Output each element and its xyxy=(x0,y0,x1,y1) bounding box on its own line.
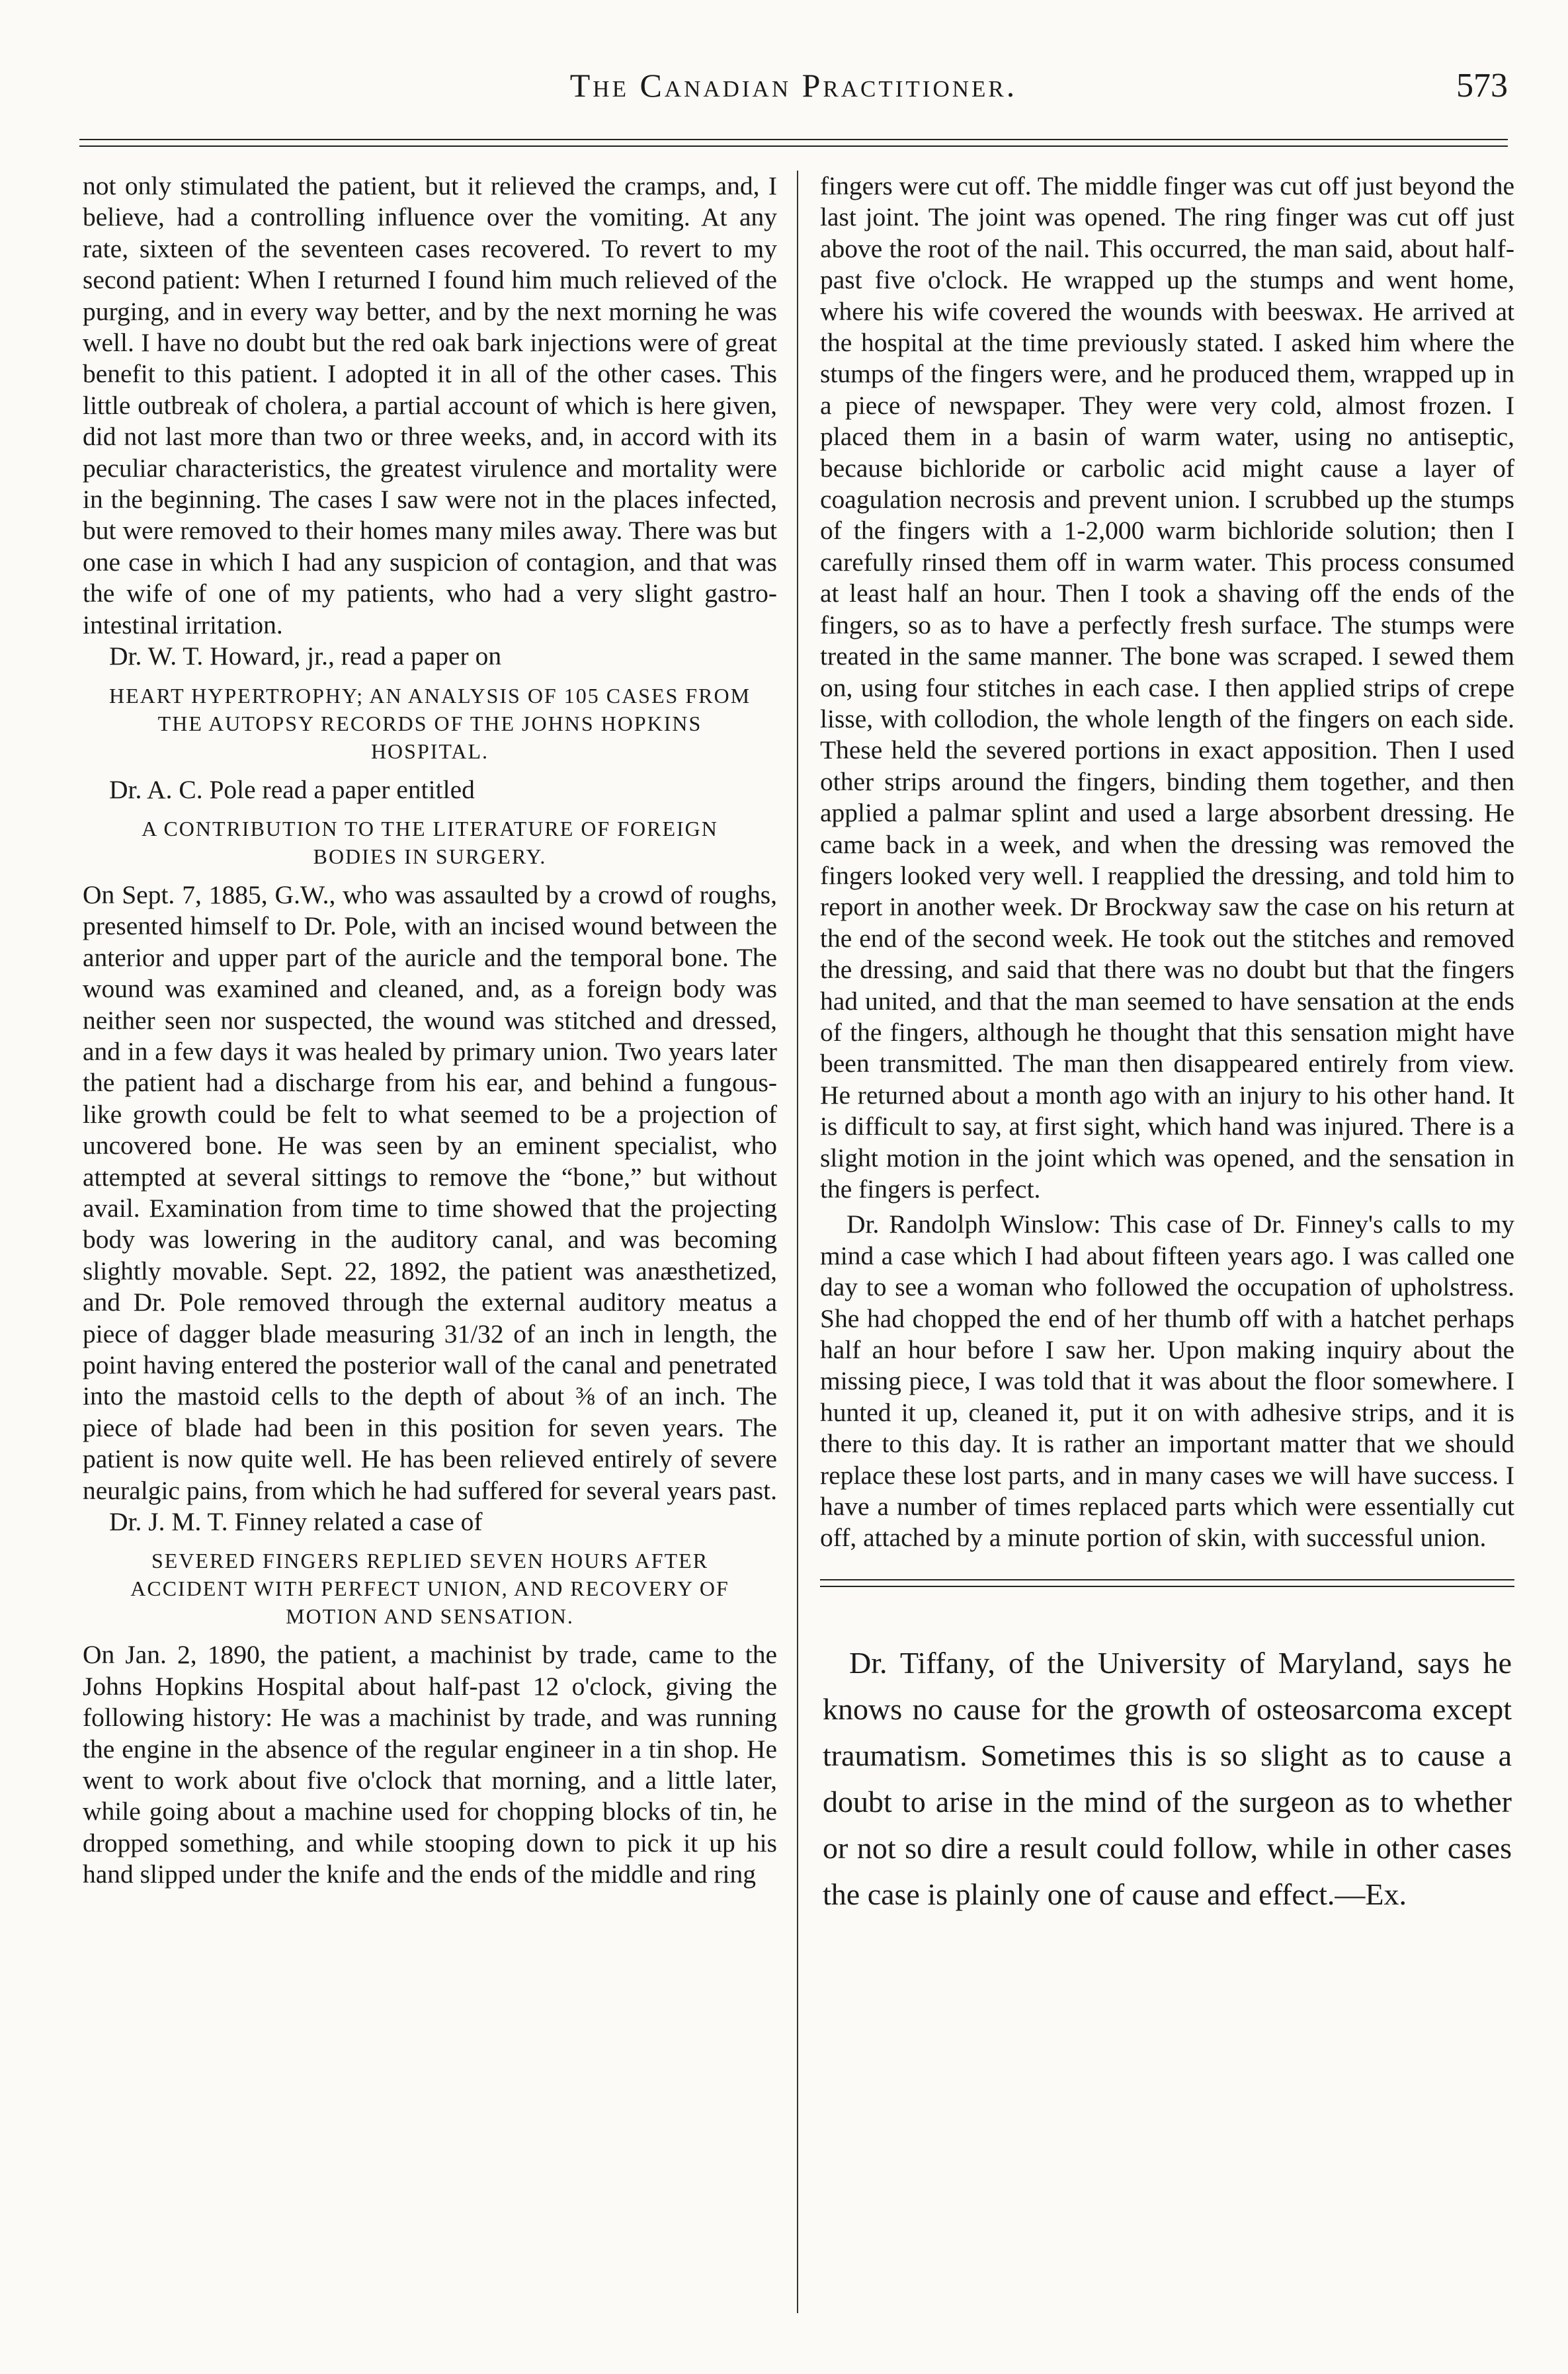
paragraph: fingers were cut off. The middle finger was cut off just beyond the last joint. The joint was opened. The ring finger was cut off just above the root of the nail. This occurred, the man said, about half-past five o'clock. He wrapped up the stumps and went home, where his wife covered the wounds with beeswax. He arrived at the hospital at the time previously stated. I asked him where the stumps of the fingers were, and he produced them, wrapped up in a piece of newspaper. They were very cold, almost frozen. I placed them in a basin of warm water, using no antiseptic, because bichloride or carbolic acid might cause a layer of coagulation necrosis and prevent union. I scrubbed up the stumps of the fingers with a 1-2,000 warm bichloride solution; then I carefully rinsed them off in warm water. This process consumed at least half an hour. Then I took a shaving off the ends of the fingers, so as to have a perfectly fresh surface. The stumps were treated in the same manner. The bone was scraped. I sewed them on, using four stitches in each case. I then applied strips of crepe lisse, with collodion, the whole length of the fingers on each side. These held the severed portions in exact apposition. Then I used other strips around the fingers, binding them together, and then applied a palmar splint and used a large absorbent dressing. He came back in a week, and when the dressing was removed the fingers looked very well. I reapplied the dressing, and told him to report in another week. Dr Brockway saw the case on his return at the end of the second week. He took out the stitches and removed the dressing, and said that there was no doubt but that the fingers had united, and that the man seemed to have sensation at the ends of the fingers, although he thought that this sensation might have been transmitted. The man then disappeared entirely from view. He returned about a month ago with an injury to his other hand. It is difficult to say, at first sight, which hand was injured. There is a slight motion in the joint which was opened, and the sensation in the fingers is perfect. xyxy=(820,171,1514,1204)
paragraph: not only stimulated the patient, but it relieved the cramps, and, I believe, had a controlling influence over the vomiting. At any rate, sixteen of the seventeen cases recovered. To revert to my second patient: When I returned I found him much relieved of the purging, and in every way better, and by the next morning he was well. I have no doubt but the red oak bark injections were of great benefit to this patient. I adopted it in all of the other cases. This little outbreak of cholera, a partial account of which is here given, did not last more than two or three weeks, and, in accord with its peculiar characteristics, the greatest virulence and mortality were in the beginning. The cases I saw were not in the places infected, but were removed to their homes many miles away. There was but one case in which I had any suspicion of contagion, and that was the wife of one of my patients, who had a very slight gastro-intestinal irritation. xyxy=(83,171,777,639)
left-column xyxy=(83,171,777,1891)
running-title: The Canadian Practitioner. xyxy=(569,67,1018,104)
paragraph: Dr. A. C. Pole read a paper entitled xyxy=(109,774,475,804)
section-heading: SEVERED FINGERS REPLIED SEVEN HOURS AFTER ACCIDENT WITH PERFECT UNION, AND RECOVERY OF MOTION AND SENSATION. xyxy=(130,1549,729,1629)
paragraph: Dr. Randolph Winslow: This case of Dr. Finney's calls to my mind a case which I had about fifteen years ago. I was called one day to see a woman who followed the occupation of upholstress. She had chopped the end of her thumb off with a hatchet perhaps half an hour before I saw her. Upon making inquiry about the missing piece, I was told that it was about the floor somewhere. I hunted it up, cleaned it, put it on with adhesive strips, and it is there to this day. It is rather an important matter that we should replace these lost parts, and in many cases we will have success. I have a number of times replaced parts which were essentially cut off, attached by a minute portion of skin, with successful union. xyxy=(820,1209,1514,1553)
paragraph: Dr. J. M. T. Finney related a case of xyxy=(109,1507,483,1537)
paragraph: On Sept. 7, 1885, G.W., who was assaulted by a crowd of roughs, presented himself to Dr. Pole, with an incised wound between the anterior and upper part of the auricle and the temporal bone. The wound was examined and cleaned, and, as a foreign body was neither seen nor suspected, the wound was stitched and dressed, and in a few days it was healed by primary union. Two years later the patient had a discharge from his ear, and behind a fungous-like growth could be felt to what seemed to be a projection of uncovered bone. He was seen by an eminent specialist, who attempted at several sittings to remove the “bone,” but without avail. Examination from time to time showed that the projecting body was lowering in the auditory canal, and was becoming slightly movable. Sept. 22, 1892, the patient was anæsthetized, and Dr. Pole removed through the external auditory meatus a piece of dagger blade measuring 31/32 of an inch in length, the point having entered the posterior wall of the canal and penetrated into the mastoid cells to the depth of about ⅜ of an inch. The piece of blade had been in this position for seven years. The patient is now quite well. He has been relieved entirely of severe neuralgic pains, from which he had suffered for several years past. xyxy=(83,880,778,1505)
paragraph: On Jan. 2, 1890, the patient, a machinist by trade, came to the Johns Hopkins Hospital about half-past 12 o'clock, giving the following history: He was a machinist by trade, and was running the engine in the absence of the regular engineer in a tin shop. He went to work about five o'clock that morning, and a little later, while going about a machine used for chopping blocks of tin, he dropped something, and while stooping down to pick it up his hand slipped under the knife and the ends of the middle and ring xyxy=(83,1640,777,1889)
section-heading: A CONTRIBUTION TO THE LITERATURE OF FOREIGN BODIES IN SURGERY. xyxy=(142,816,718,868)
paragraph: Dr. W. T. Howard, jr., read a paper on xyxy=(109,641,502,671)
section-rule xyxy=(820,1579,1514,1587)
column-divider xyxy=(797,171,798,2313)
page-header xyxy=(79,66,1508,126)
page-number: 573 xyxy=(1456,67,1508,104)
section-heading: HEART HYPERTROPHY; AN ANALYSIS OF 105 CASES FROM THE AUTOPSY RECORDS OF THE JOHNS HOPKINS HOSPITAL. xyxy=(108,683,751,763)
header-rule xyxy=(79,139,1508,147)
note-paragraph: Dr. Tiffany, of the University of Maryland, says he knows no cause for the growth of osteosarcoma except traumatism. Sometimes this is so slight as to cause a doubt to arise in the mind of the surgeon as to whether or not so dire a result could follow, while in other cases the case is plainly one of cause and effect.—Ex. xyxy=(823,1645,1512,1911)
news-note xyxy=(820,1640,1514,1918)
right-column xyxy=(820,171,1514,1918)
